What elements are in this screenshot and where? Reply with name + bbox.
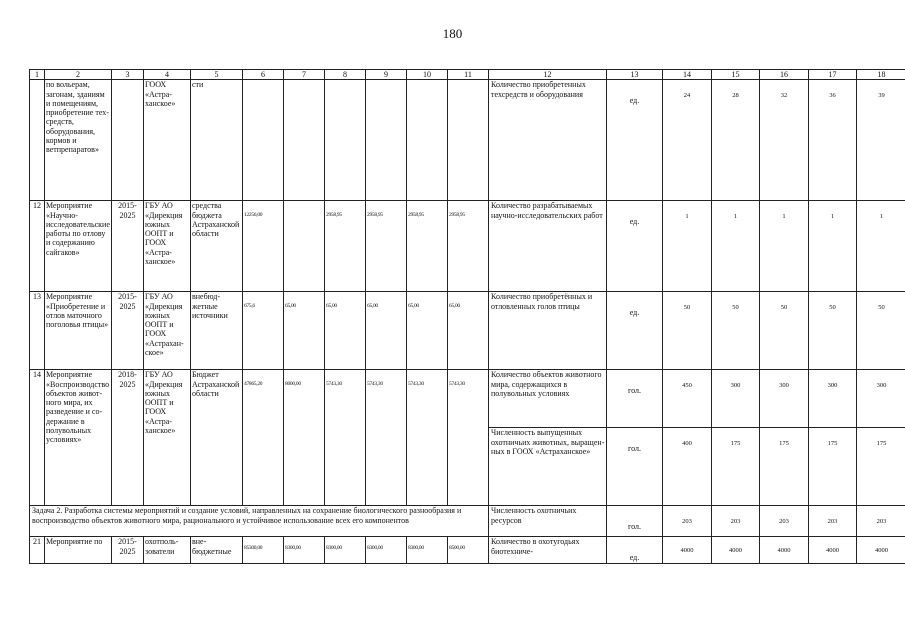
value-cell: 50 xyxy=(857,292,905,370)
funding-source-cell: сти xyxy=(191,80,243,201)
task-description: Задача 2. Разработка системы мероприятий и создание условий, направленных на сохранение биологического разнообразия и воспроизводство объектов животного мира, рационального и устойчивое использование всех его компонентов xyxy=(30,506,489,537)
value-cell: 1 xyxy=(857,201,905,292)
indicator-cell: Количество приобретённых и отловленных голов птицы xyxy=(489,292,607,370)
funding-cell: 8500,00 xyxy=(448,537,489,563)
value-cell: 175 xyxy=(760,428,809,506)
indicator-cell: Количество объектов животного мира, содержащихся в полувольных условиях xyxy=(489,370,607,428)
table-row xyxy=(30,80,905,201)
indicator-cell: Численность охотничьих ресурсов xyxy=(489,506,607,537)
row-number-cell: 13 xyxy=(30,292,45,370)
funding-cell xyxy=(284,80,325,201)
funding-cell: 5743,30 xyxy=(407,370,448,506)
value-cell: 300 xyxy=(712,370,760,428)
funding-source-cell: внебюджетные источники xyxy=(191,292,243,370)
table-row xyxy=(30,370,905,428)
funding-cell: 65,00 xyxy=(325,292,366,370)
value-cell: 203 xyxy=(857,506,905,537)
value-cell: 4000 xyxy=(809,537,857,563)
unit-cell: ед. xyxy=(607,537,663,563)
executor-cell: ГООХ «Астраханское» xyxy=(144,80,191,201)
indicator-cell: Количество разрабатываемых научно-исследовательских работ xyxy=(489,201,607,292)
header-cell: 7 xyxy=(284,70,325,80)
funding-cell: 5743,30 xyxy=(366,370,407,506)
header-cell: 2 xyxy=(45,70,112,80)
value-cell: 450 xyxy=(663,370,712,428)
header-cell: 11 xyxy=(448,70,489,80)
value-cell: 203 xyxy=(760,506,809,537)
value-cell: 36 xyxy=(809,80,857,201)
value-cell: 400 xyxy=(663,428,712,506)
header-cell: 10 xyxy=(407,70,448,80)
funding-cell: 8300,00 xyxy=(407,537,448,563)
row-number-cell xyxy=(30,80,45,201)
funding-cell xyxy=(448,80,489,201)
measure-name-cell: Мероприятие «Приобретение и отлов маточного поголовья птицы» xyxy=(45,292,112,370)
executor-cell: охотпользователи xyxy=(144,537,191,563)
executor-cell: ГБУ АО «Дирекция южных ООПТ и ГООХ «Астраханское» xyxy=(144,370,191,506)
funding-cell xyxy=(243,80,284,201)
header-cell: 13 xyxy=(607,70,663,80)
funding-cell: 2958,95 xyxy=(407,201,448,292)
value-cell: 24 xyxy=(663,80,712,201)
column-number-row xyxy=(30,70,905,80)
funding-cell xyxy=(366,80,407,201)
value-cell: 1 xyxy=(663,201,712,292)
funding-cell xyxy=(325,80,366,201)
value-cell: 1 xyxy=(760,201,809,292)
unit-cell: гол. xyxy=(607,370,663,428)
header-cell: 5 xyxy=(191,70,243,80)
value-cell: 50 xyxy=(663,292,712,370)
unit-cell: ед. xyxy=(607,80,663,201)
page-number: 180 xyxy=(442,26,463,41)
task-row xyxy=(30,506,905,537)
indicator-cell: Количество в охотугодьях биотехниче- xyxy=(489,537,607,563)
table-row xyxy=(30,292,905,370)
funding-cell: 65,00 xyxy=(284,292,325,370)
period-cell: 2015-2025 xyxy=(112,292,144,370)
value-cell: 4000 xyxy=(857,537,905,563)
value-cell: 50 xyxy=(712,292,760,370)
funding-cell: 5743,30 xyxy=(325,370,366,506)
funding-cell: 675,6 xyxy=(243,292,284,370)
value-cell: 300 xyxy=(760,370,809,428)
unit-cell: ед. xyxy=(607,201,663,292)
value-cell: 203 xyxy=(712,506,760,537)
value-cell: 1 xyxy=(809,201,857,292)
value-cell: 175 xyxy=(809,428,857,506)
value-cell: 28 xyxy=(712,80,760,201)
funding-cell: 47865,20 xyxy=(243,370,284,506)
unit-cell: гол. xyxy=(607,506,663,537)
funding-cell: 2958,95 xyxy=(366,201,407,292)
value-cell: 4000 xyxy=(663,537,712,563)
funding-cell: 8300,00 xyxy=(325,537,366,563)
indicator-cell: Количество приобретенных техсредств и оборудования xyxy=(489,80,607,201)
measure-name-cell: Мероприятие «Воспроизводство объектов животного мира, их разведение и содержание в полувольных условиях» xyxy=(45,370,112,506)
funding-cell: 5743,30 xyxy=(448,370,489,506)
funding-cell: 85300,00 xyxy=(243,537,284,563)
row-number-cell: 12 xyxy=(30,201,45,292)
funding-cell: 2958,95 xyxy=(448,201,489,292)
indicator-cell: Численность выпущенных охотничьих животных, выращенных в ГООХ «Астраханское» xyxy=(489,428,607,506)
measure-name-cell: Мероприятие «Научно-исследовательские работы по отлову и содержанию сайгаков» xyxy=(45,201,112,292)
header-cell: 1 xyxy=(30,70,45,80)
funding-cell xyxy=(284,201,325,292)
value-cell: 50 xyxy=(760,292,809,370)
funding-cell xyxy=(407,80,448,201)
value-cell: 300 xyxy=(857,370,905,428)
value-cell: 50 xyxy=(809,292,857,370)
value-cell: 4000 xyxy=(760,537,809,563)
table-row xyxy=(30,537,905,563)
funding-cell: 2958,95 xyxy=(325,201,366,292)
table-row xyxy=(30,201,905,292)
funding-cell: 12256,00 xyxy=(243,201,284,292)
funding-source-cell: средства бюджета Астраханской области xyxy=(191,201,243,292)
value-cell: 175 xyxy=(712,428,760,506)
header-cell: 9 xyxy=(366,70,407,80)
funding-source-cell: внебюджетные xyxy=(191,537,243,563)
value-cell: 39 xyxy=(857,80,905,201)
value-cell: 300 xyxy=(809,370,857,428)
funding-cell: 8000,00 xyxy=(284,370,325,506)
funding-cell: 65,00 xyxy=(407,292,448,370)
period-cell: 2015-2025 xyxy=(112,201,144,292)
value-cell: 4000 xyxy=(712,537,760,563)
value-cell: 1 xyxy=(712,201,760,292)
header-cell: 15 xyxy=(712,70,760,80)
header-cell: 8 xyxy=(325,70,366,80)
period-cell xyxy=(112,80,144,201)
executor-cell: ГБУ АО «Дирекция южных ООПТ и ГООХ «Астраханское» xyxy=(144,292,191,370)
program-table xyxy=(29,69,905,564)
header-cell: 12 xyxy=(489,70,607,80)
header-cell: 18 xyxy=(857,70,905,80)
value-cell: 32 xyxy=(760,80,809,201)
header-cell: 6 xyxy=(243,70,284,80)
row-number-cell: 21 xyxy=(30,537,45,563)
value-cell: 203 xyxy=(663,506,712,537)
period-cell: 2018-2025 xyxy=(112,370,144,506)
funding-cell: 65,00 xyxy=(366,292,407,370)
funding-cell: 65,00 xyxy=(448,292,489,370)
header-cell: 3 xyxy=(112,70,144,80)
measure-name-cell: Мероприятие по xyxy=(45,537,112,563)
funding-cell: 8300,00 xyxy=(366,537,407,563)
row-number-cell: 14 xyxy=(30,370,45,506)
period-cell: 2015-2025 xyxy=(112,537,144,563)
measure-name-cell: по вольерам, загонам, зданиям и помещениям, приобретение техсредств, оборудования, кормов и ветпрепаратов» xyxy=(45,80,112,201)
executor-cell: ГБУ АО «Дирекция южных ООПТ и ГООХ «Астраханское» xyxy=(144,201,191,292)
header-cell: 17 xyxy=(809,70,857,80)
value-cell: 203 xyxy=(809,506,857,537)
header-cell: 4 xyxy=(144,70,191,80)
funding-source-cell: Бюджет Астраханской области xyxy=(191,370,243,506)
unit-cell: гол. xyxy=(607,428,663,506)
funding-cell: 8300,00 xyxy=(284,537,325,563)
value-cell: 175 xyxy=(857,428,905,506)
header-cell: 14 xyxy=(663,70,712,80)
header-cell: 16 xyxy=(760,70,809,80)
unit-cell: ед. xyxy=(607,292,663,370)
